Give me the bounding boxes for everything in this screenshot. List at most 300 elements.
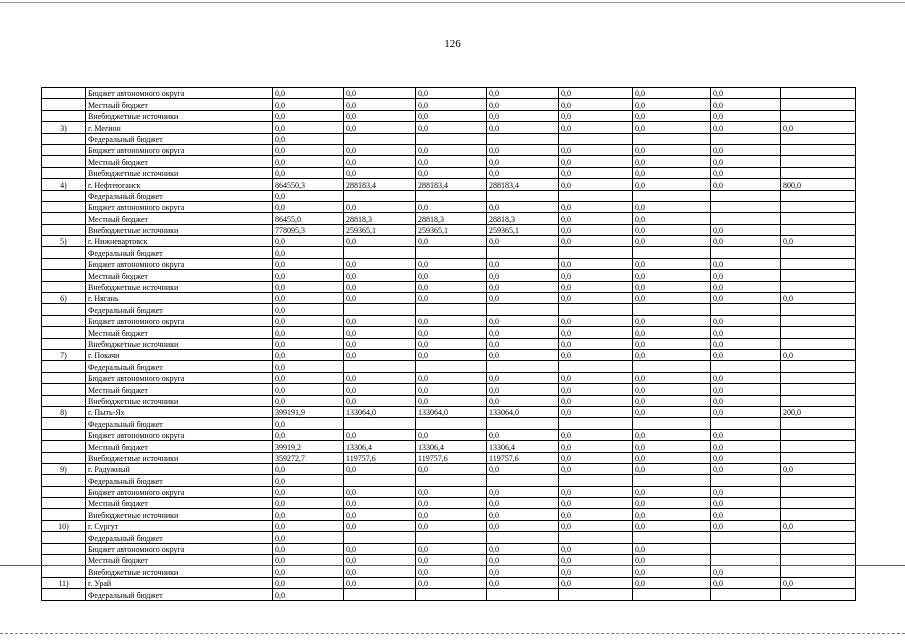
value-cell: 0,0 — [273, 156, 344, 167]
value-cell: 0,0 — [273, 532, 344, 543]
value-cell: 0,0 — [487, 167, 559, 178]
value-cell: 0,0 — [633, 156, 711, 167]
value-cell: 0,0 — [559, 463, 633, 474]
value-cell — [711, 190, 781, 201]
value-cell: 0,0 — [559, 406, 633, 417]
value-cell: 0,0 — [273, 270, 344, 281]
value-cell: 0,0 — [344, 543, 416, 554]
value-cell: 0,0 — [273, 133, 344, 144]
value-cell: 0,0 — [559, 577, 633, 588]
value-cell: 0,0 — [273, 372, 344, 383]
value-cell: 0,0 — [273, 349, 344, 360]
budget-source-row — [42, 452, 856, 463]
row-name: Бюджет автономного округа — [86, 315, 273, 326]
value-cell — [711, 589, 781, 600]
budget-source-row — [42, 441, 856, 452]
value-cell: 0,0 — [344, 338, 416, 349]
value-cell: 0,0 — [416, 270, 487, 281]
value-cell — [781, 372, 856, 383]
value-cell: 0,0 — [416, 201, 487, 212]
value-cell: 0,0 — [344, 566, 416, 577]
municipality-row — [42, 406, 856, 417]
budget-source-row — [42, 190, 856, 201]
value-cell: 0,0 — [711, 486, 781, 497]
value-cell: 0,0 — [416, 543, 487, 554]
value-cell: 0,0 — [416, 395, 487, 406]
value-cell: 0,0 — [559, 281, 633, 292]
row-name: Местный бюджет — [86, 213, 273, 224]
value-cell: 0,0 — [633, 566, 711, 577]
value-cell: 0,0 — [487, 338, 559, 349]
row-name: г. Урай — [86, 577, 273, 588]
value-cell: 288183,4 — [344, 179, 416, 190]
value-cell — [559, 133, 633, 144]
budget-source-row — [42, 543, 856, 554]
row-number — [42, 429, 86, 440]
value-cell: 864550,3 — [273, 179, 344, 190]
row-name: Бюджет автономного округа — [86, 88, 273, 99]
value-cell: 0,0 — [781, 293, 856, 304]
value-cell — [559, 304, 633, 315]
value-cell: 0,0 — [633, 281, 711, 292]
value-cell — [633, 361, 711, 372]
budget-source-row — [42, 532, 856, 543]
value-cell: 0,0 — [416, 463, 487, 474]
value-cell: 0,0 — [344, 327, 416, 338]
row-name: Федеральный бюджет — [86, 589, 273, 600]
row-name: Внебюджетные источники — [86, 566, 273, 577]
value-cell — [781, 338, 856, 349]
value-cell — [781, 441, 856, 452]
row-name: Бюджет автономного округа — [86, 543, 273, 554]
budget-source-row — [42, 372, 856, 383]
row-name: Местный бюджет — [86, 384, 273, 395]
value-cell: 0,0 — [273, 304, 344, 315]
value-cell — [344, 361, 416, 372]
value-cell: 0,0 — [711, 88, 781, 99]
value-cell: 119757,6 — [416, 452, 487, 463]
value-cell: 0,0 — [633, 498, 711, 509]
value-cell: 0,0 — [487, 144, 559, 155]
budget-source-row — [42, 201, 856, 212]
value-cell: 0,0 — [273, 555, 344, 566]
value-cell: 0,0 — [273, 577, 344, 588]
value-cell: 0,0 — [711, 463, 781, 474]
value-cell: 0,0 — [487, 395, 559, 406]
value-cell: 0,0 — [344, 99, 416, 110]
value-cell: 0,0 — [633, 327, 711, 338]
value-cell: 0,0 — [273, 293, 344, 304]
value-cell: 0,0 — [711, 179, 781, 190]
value-cell: 0,0 — [487, 349, 559, 360]
value-cell: 0,0 — [273, 395, 344, 406]
scan-bottom-edge — [0, 633, 905, 634]
value-cell: 0,0 — [416, 167, 487, 178]
value-cell — [781, 589, 856, 600]
value-cell: 259365,1 — [344, 224, 416, 235]
value-cell — [416, 418, 487, 429]
value-cell — [344, 475, 416, 486]
value-cell: 0,0 — [711, 406, 781, 417]
value-cell: 0,0 — [487, 99, 559, 110]
row-number — [42, 167, 86, 178]
row-number: 3) — [42, 122, 86, 133]
value-cell: 0,0 — [416, 293, 487, 304]
value-cell: 0,0 — [633, 213, 711, 224]
budget-source-row — [42, 110, 856, 121]
value-cell: 0,0 — [416, 144, 487, 155]
value-cell: 0,0 — [711, 452, 781, 463]
value-cell: 0,0 — [487, 236, 559, 247]
value-cell: 0,0 — [633, 122, 711, 133]
value-cell: 0,0 — [273, 429, 344, 440]
row-number: 11) — [42, 577, 86, 588]
value-cell: 0,0 — [633, 201, 711, 212]
budget-source-row — [42, 338, 856, 349]
row-name: Внебюджетные источники — [86, 224, 273, 235]
value-cell: 0,0 — [633, 429, 711, 440]
row-name: г. Пыть-Ях — [86, 406, 273, 417]
value-cell: 0,0 — [273, 486, 344, 497]
value-cell: 0,0 — [559, 315, 633, 326]
value-cell — [344, 589, 416, 600]
value-cell — [711, 247, 781, 258]
value-cell: 0,0 — [273, 520, 344, 531]
value-cell — [781, 452, 856, 463]
row-number — [42, 589, 86, 600]
value-cell — [559, 190, 633, 201]
value-cell: 0,0 — [711, 281, 781, 292]
value-cell: 0,0 — [487, 509, 559, 520]
value-cell — [711, 201, 781, 212]
value-cell — [781, 270, 856, 281]
value-cell: 0,0 — [711, 236, 781, 247]
value-cell: 0,0 — [273, 338, 344, 349]
value-cell: 0,0 — [344, 395, 416, 406]
row-name: г. Сургут — [86, 520, 273, 531]
value-cell: 0,0 — [344, 509, 416, 520]
value-cell: 0,0 — [487, 327, 559, 338]
value-cell: 0,0 — [273, 88, 344, 99]
row-name: Местный бюджет — [86, 441, 273, 452]
value-cell: 0,0 — [273, 327, 344, 338]
value-cell — [781, 258, 856, 269]
value-cell: 0,0 — [559, 327, 633, 338]
value-cell — [487, 532, 559, 543]
value-cell: 0,0 — [273, 190, 344, 201]
value-cell: 0,0 — [487, 555, 559, 566]
value-cell: 0,0 — [273, 236, 344, 247]
value-cell — [344, 304, 416, 315]
budget-source-row — [42, 167, 856, 178]
row-name: Внебюджетные источники — [86, 509, 273, 520]
row-number: 9) — [42, 463, 86, 474]
value-cell: 0,0 — [559, 452, 633, 463]
row-name: г. Нефтеюганск — [86, 179, 273, 190]
budget-source-row — [42, 361, 856, 372]
value-cell: 0,0 — [711, 167, 781, 178]
value-cell: 0,0 — [711, 577, 781, 588]
row-name: Бюджет автономного округа — [86, 429, 273, 440]
value-cell: 0,0 — [273, 589, 344, 600]
value-cell: 0,0 — [273, 543, 344, 554]
row-number: 4) — [42, 179, 86, 190]
value-cell: 399191,9 — [273, 406, 344, 417]
value-cell: 200,0 — [781, 406, 856, 417]
budget-source-row — [42, 270, 856, 281]
value-cell — [781, 133, 856, 144]
row-name: Федеральный бюджет — [86, 361, 273, 372]
budget-source-row — [42, 99, 856, 110]
municipality-row — [42, 577, 856, 588]
value-cell: 259365,1 — [416, 224, 487, 235]
row-number: 5) — [42, 236, 86, 247]
budget-source-row — [42, 475, 856, 486]
value-cell: 0,0 — [487, 281, 559, 292]
row-number — [42, 315, 86, 326]
value-cell — [633, 589, 711, 600]
value-cell — [781, 418, 856, 429]
row-name: Федеральный бюджет — [86, 475, 273, 486]
value-cell: 0,0 — [273, 315, 344, 326]
value-cell: 0,0 — [487, 498, 559, 509]
value-cell: 0,0 — [416, 577, 487, 588]
value-cell: 0,0 — [633, 349, 711, 360]
budget-source-row — [42, 384, 856, 395]
value-cell: 0,0 — [711, 498, 781, 509]
budget-source-row — [42, 144, 856, 155]
value-cell: 0,0 — [416, 99, 487, 110]
value-cell: 0,0 — [559, 509, 633, 520]
value-cell: 0,0 — [487, 566, 559, 577]
scan-top-edge — [0, 2, 905, 3]
value-cell: 0,0 — [781, 122, 856, 133]
value-cell: 0,0 — [633, 88, 711, 99]
value-cell: 0,0 — [781, 520, 856, 531]
value-cell: 0,0 — [559, 293, 633, 304]
value-cell: 0,0 — [711, 258, 781, 269]
row-name: Федеральный бюджет — [86, 532, 273, 543]
value-cell: 288183,4 — [416, 179, 487, 190]
budget-source-row — [42, 327, 856, 338]
row-number — [42, 372, 86, 383]
value-cell: 0,0 — [633, 224, 711, 235]
row-number — [42, 543, 86, 554]
value-cell: 0,0 — [344, 486, 416, 497]
value-cell: 0,0 — [559, 88, 633, 99]
municipality-row — [42, 463, 856, 474]
value-cell: 0,0 — [633, 110, 711, 121]
value-cell: 0,0 — [559, 349, 633, 360]
budget-source-row — [42, 315, 856, 326]
row-name: Внебюджетные источники — [86, 338, 273, 349]
value-cell: 0,0 — [416, 156, 487, 167]
value-cell: 0,0 — [416, 384, 487, 395]
row-name: г. Радужный — [86, 463, 273, 474]
row-name: Внебюджетные источники — [86, 110, 273, 121]
value-cell: 778095,3 — [273, 224, 344, 235]
value-cell — [711, 475, 781, 486]
value-cell: 0,0 — [711, 349, 781, 360]
value-cell — [416, 247, 487, 258]
value-cell: 0,0 — [487, 315, 559, 326]
value-cell: 0,0 — [633, 258, 711, 269]
value-cell: 133064,0 — [416, 406, 487, 417]
value-cell: 13306,4 — [344, 441, 416, 452]
row-name: Федеральный бюджет — [86, 247, 273, 258]
budget-source-row — [42, 133, 856, 144]
value-cell — [559, 418, 633, 429]
value-cell: 288183,4 — [487, 179, 559, 190]
value-cell: 0,0 — [416, 315, 487, 326]
value-cell: 28818,3 — [416, 213, 487, 224]
value-cell: 0,0 — [487, 122, 559, 133]
value-cell: 0,0 — [416, 566, 487, 577]
value-cell: 0,0 — [273, 201, 344, 212]
value-cell — [559, 532, 633, 543]
row-number — [42, 99, 86, 110]
budget-source-row — [42, 224, 856, 235]
budget-source-row — [42, 88, 856, 99]
value-cell — [781, 475, 856, 486]
value-cell: 0,0 — [559, 555, 633, 566]
municipality-row — [42, 520, 856, 531]
value-cell: 0,0 — [416, 281, 487, 292]
value-cell: 0,0 — [273, 509, 344, 520]
budget-source-row — [42, 486, 856, 497]
value-cell: 0,0 — [633, 315, 711, 326]
value-cell — [711, 361, 781, 372]
value-cell: 0,0 — [711, 224, 781, 235]
value-cell: 0,0 — [633, 486, 711, 497]
row-name: Местный бюджет — [86, 327, 273, 338]
value-cell: 0,0 — [416, 349, 487, 360]
row-number — [42, 452, 86, 463]
value-cell — [711, 532, 781, 543]
value-cell — [633, 133, 711, 144]
value-cell: 0,0 — [344, 122, 416, 133]
value-cell — [781, 327, 856, 338]
row-number — [42, 395, 86, 406]
value-cell: 0,0 — [559, 167, 633, 178]
value-cell: 0,0 — [559, 110, 633, 121]
row-name: г. Мегион — [86, 122, 273, 133]
value-cell — [416, 304, 487, 315]
value-cell: 0,0 — [711, 315, 781, 326]
value-cell — [559, 475, 633, 486]
row-number — [42, 201, 86, 212]
value-cell: 0,0 — [487, 520, 559, 531]
value-cell: 0,0 — [559, 566, 633, 577]
value-cell: 0,0 — [344, 201, 416, 212]
value-cell: 0,0 — [711, 327, 781, 338]
value-cell: 0,0 — [273, 384, 344, 395]
row-name: Местный бюджет — [86, 270, 273, 281]
value-cell: 0,0 — [559, 520, 633, 531]
value-cell — [487, 589, 559, 600]
value-cell: 0,0 — [487, 270, 559, 281]
value-cell — [781, 315, 856, 326]
value-cell: 0,0 — [344, 293, 416, 304]
value-cell: 0,0 — [633, 406, 711, 417]
value-cell — [559, 589, 633, 600]
row-number — [42, 156, 86, 167]
value-cell: 0,0 — [633, 270, 711, 281]
value-cell: 0,0 — [487, 543, 559, 554]
value-cell — [781, 224, 856, 235]
value-cell: 0,0 — [711, 429, 781, 440]
value-cell: 0,0 — [559, 122, 633, 133]
row-number: 8) — [42, 406, 86, 417]
row-name: г. Покачи — [86, 349, 273, 360]
value-cell: 0,0 — [344, 349, 416, 360]
value-cell: 0,0 — [344, 463, 416, 474]
value-cell — [344, 247, 416, 258]
value-cell — [781, 532, 856, 543]
value-cell: 0,0 — [273, 167, 344, 178]
value-cell: 28818,3 — [344, 213, 416, 224]
value-cell — [416, 190, 487, 201]
value-cell: 0,0 — [416, 498, 487, 509]
value-cell: 0,0 — [633, 452, 711, 463]
value-cell: 0,0 — [633, 179, 711, 190]
value-cell: 0,0 — [344, 315, 416, 326]
value-cell: 0,0 — [416, 258, 487, 269]
value-cell: 0,0 — [416, 429, 487, 440]
value-cell — [487, 475, 559, 486]
municipality-row — [42, 236, 856, 247]
value-cell: 0,0 — [559, 213, 633, 224]
row-number — [42, 304, 86, 315]
value-cell: 0,0 — [633, 555, 711, 566]
budget-source-row — [42, 566, 856, 577]
row-name: Внебюджетные источники — [86, 452, 273, 463]
value-cell: 0,0 — [633, 543, 711, 554]
value-cell: 0,0 — [344, 270, 416, 281]
value-cell: 0,0 — [711, 372, 781, 383]
value-cell — [781, 566, 856, 577]
value-cell: 133064,0 — [487, 406, 559, 417]
value-cell: 0,0 — [559, 270, 633, 281]
budget-source-row — [42, 304, 856, 315]
row-name: Бюджет автономного округа — [86, 258, 273, 269]
value-cell — [416, 133, 487, 144]
value-cell — [416, 589, 487, 600]
value-cell: 0,0 — [344, 281, 416, 292]
row-name: Бюджет автономного округа — [86, 144, 273, 155]
value-cell: 0,0 — [344, 144, 416, 155]
row-number — [42, 509, 86, 520]
value-cell — [487, 361, 559, 372]
value-cell: 0,0 — [711, 110, 781, 121]
value-cell: 0,0 — [487, 110, 559, 121]
value-cell: 0,0 — [711, 293, 781, 304]
value-cell: 0,0 — [559, 99, 633, 110]
value-cell — [781, 509, 856, 520]
value-cell: 0,0 — [273, 281, 344, 292]
value-cell: 0,0 — [633, 293, 711, 304]
budget-source-row — [42, 498, 856, 509]
value-cell: 119757,6 — [344, 452, 416, 463]
value-cell: 0,0 — [559, 179, 633, 190]
value-cell: 0,0 — [711, 338, 781, 349]
row-number — [42, 281, 86, 292]
row-number — [42, 475, 86, 486]
value-cell: 0,0 — [273, 258, 344, 269]
value-cell — [781, 167, 856, 178]
row-number — [42, 258, 86, 269]
value-cell: 0,0 — [416, 372, 487, 383]
